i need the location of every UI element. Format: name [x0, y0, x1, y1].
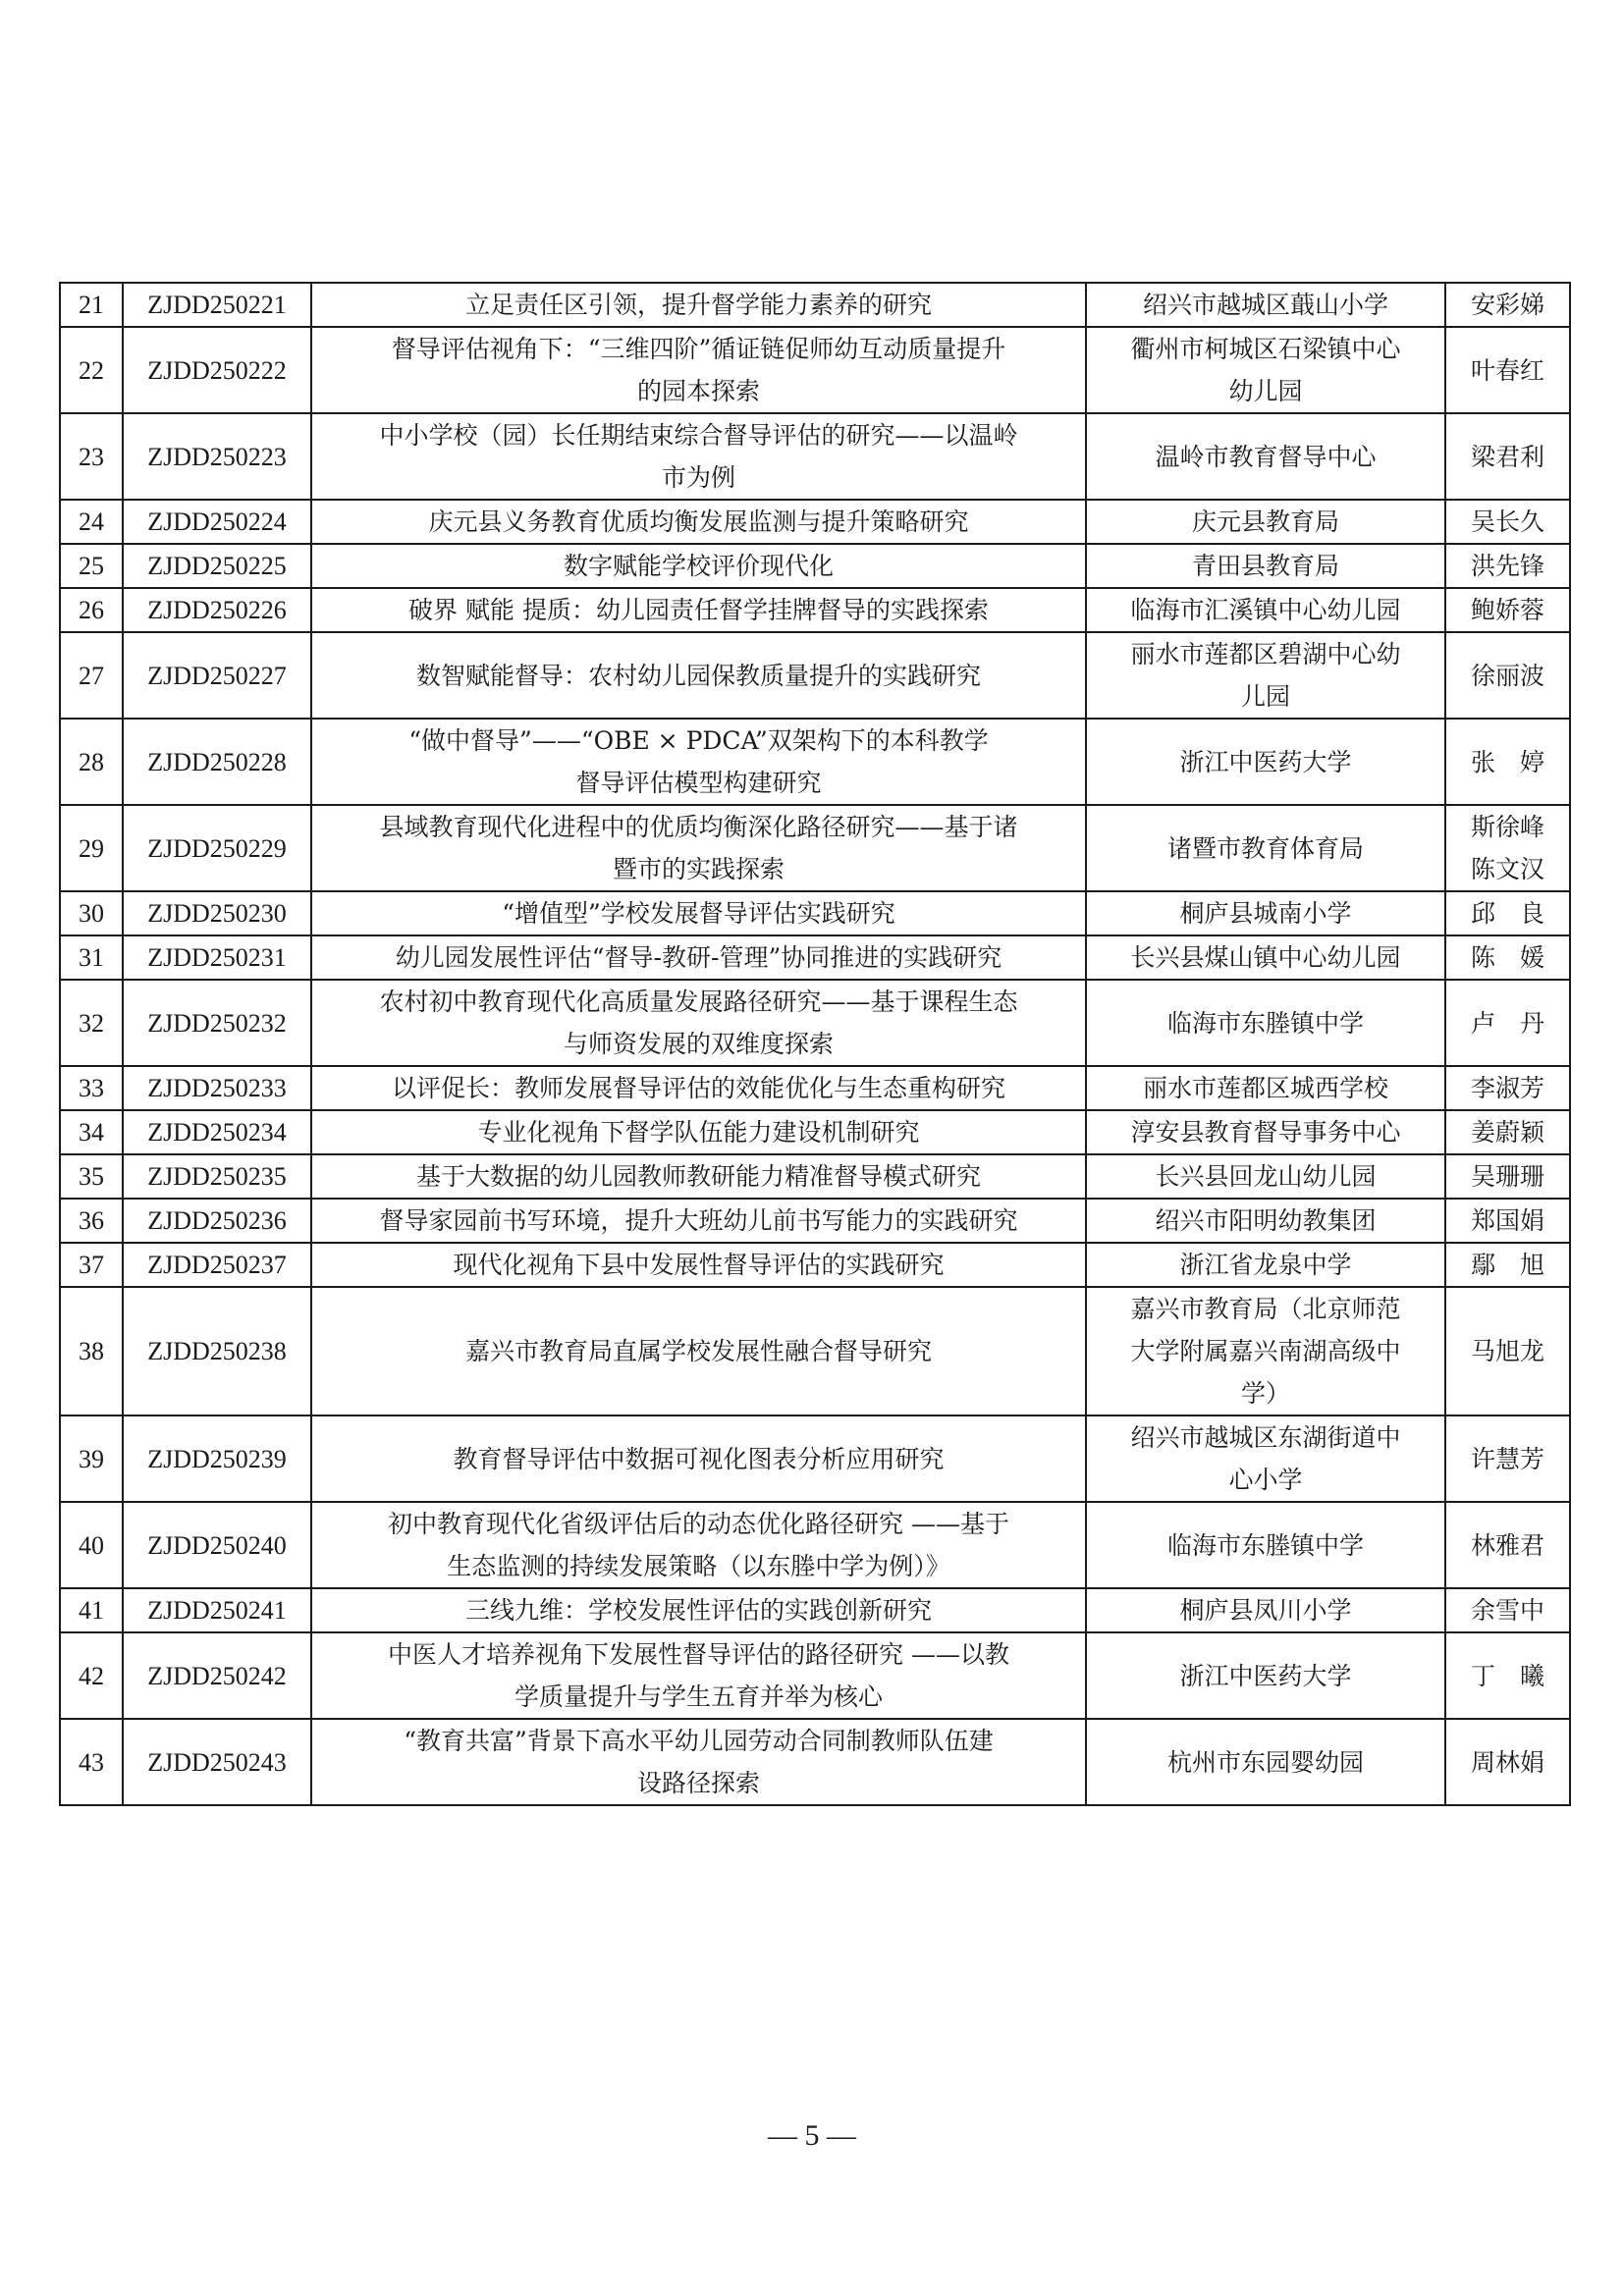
row-number-cell: 42 [60, 1632, 123, 1719]
person-cell [1445, 544, 1570, 588]
person-cell [1445, 980, 1570, 1066]
unit-cell [1086, 1719, 1445, 1805]
row-number-cell: 32 [60, 980, 123, 1066]
unit-line: 学） [1240, 1379, 1290, 1408]
project-code-cell: ZJDD250227 [123, 632, 311, 719]
table-row [60, 1243, 1570, 1287]
unit-cell [1086, 1066, 1445, 1110]
project-title-cell [311, 327, 1086, 413]
unit-line: 诸暨市教育体育局 [1166, 833, 1364, 863]
person-line: 卢 丹 [1470, 1008, 1544, 1038]
unit-line: 青田县教育局 [1191, 552, 1339, 580]
project-title-cell [311, 980, 1086, 1066]
project-code-cell: ZJDD250221 [123, 283, 311, 327]
project-title-line: 教育督导评估中数据可视化图表分析应用研究 [453, 1444, 945, 1473]
project-code-cell: ZJDD250240 [123, 1502, 311, 1588]
project-title-line: 基于大数据的幼儿园教师教研能力精准督导模式研究 [415, 1162, 981, 1191]
row-number-cell: 27 [60, 632, 123, 719]
unit-cell [1086, 1502, 1445, 1588]
project-code-cell: ZJDD250242 [123, 1632, 311, 1719]
table-row [60, 891, 1570, 935]
unit-cell [1086, 327, 1445, 413]
table-row [60, 500, 1570, 544]
project-title-line: 初中教育现代化省级评估后的动态优化路径研究 ——基于 [388, 1510, 1009, 1538]
person-line: 梁君利 [1470, 442, 1544, 471]
person-cell [1445, 588, 1570, 632]
project-title-line: 暨市的实践探索 [612, 855, 785, 883]
person-line: 余雪中 [1470, 1596, 1544, 1625]
project-title-line: 数智赋能督导：农村幼儿园保教质量提升的实践研究 [415, 661, 981, 690]
person-cell [1445, 891, 1570, 935]
row-number-cell: 25 [60, 544, 123, 588]
row-number-cell: 41 [60, 1588, 123, 1632]
project-title-line: 生态监测的持续发展策略（以东塍中学为例）》 [447, 1552, 950, 1580]
project-code-cell: ZJDD250236 [123, 1199, 311, 1243]
unit-line: 心小学 [1228, 1466, 1303, 1494]
table-row [60, 1632, 1570, 1719]
unit-line: 临海市东塍镇中学 [1166, 1008, 1364, 1038]
project-title-line: 中小学校（园）长任期结束综合督导评估的研究——以温岭 [379, 421, 1018, 450]
person-line: 鲍娇蓉 [1470, 596, 1544, 624]
unit-cell [1086, 935, 1445, 980]
unit-cell [1086, 980, 1445, 1066]
person-cell [1445, 935, 1570, 980]
project-code-cell: ZJDD250239 [123, 1415, 311, 1502]
unit-line: 大学附属嘉兴南湖高级中 [1130, 1337, 1401, 1365]
table-row [60, 935, 1570, 980]
row-number-cell: 30 [60, 891, 123, 935]
table-row [60, 805, 1570, 891]
project-code-cell: ZJDD250229 [123, 805, 311, 891]
unit-line: 丽水市莲都区城西学校 [1142, 1074, 1388, 1102]
person-cell [1445, 500, 1570, 544]
person-line: 洪先锋 [1470, 552, 1544, 580]
project-title-line: “教育共富”背景下高水平幼儿园劳动合同制教师队伍建 [404, 1727, 994, 1755]
project-title-line: 嘉兴市教育局直属学校发展性融合督导研究 [464, 1337, 932, 1365]
unit-cell [1086, 1243, 1445, 1287]
table-row [60, 544, 1570, 588]
unit-line: 衢州市柯城区石梁镇中心 [1130, 335, 1401, 363]
row-number-cell: 35 [60, 1154, 123, 1199]
project-title-line: 督导家园前书写环境，提升大班幼儿前书写能力的实践研究 [379, 1206, 1018, 1235]
project-title-cell [311, 1632, 1086, 1719]
project-title-cell [311, 1287, 1086, 1415]
person-cell [1445, 1588, 1570, 1632]
project-code-cell: ZJDD250235 [123, 1154, 311, 1199]
table-row [60, 588, 1570, 632]
row-number-cell: 31 [60, 935, 123, 980]
table-row [60, 1110, 1570, 1154]
person-line: 吴珊珊 [1470, 1162, 1544, 1191]
unit-line: 桐庐县城南小学 [1179, 899, 1352, 928]
project-code-cell: ZJDD250226 [123, 588, 311, 632]
unit-cell [1086, 1110, 1445, 1154]
project-code-cell: ZJDD250238 [123, 1287, 311, 1415]
project-title-line: 数字赋能学校评价现代化 [563, 552, 834, 580]
unit-cell [1086, 413, 1445, 500]
project-code-cell: ZJDD250231 [123, 935, 311, 980]
row-number-cell: 43 [60, 1719, 123, 1805]
unit-line: 儿园 [1240, 682, 1290, 711]
unit-line: 幼儿园 [1228, 377, 1303, 405]
unit-line: 绍兴市阳明幼教集团 [1155, 1206, 1377, 1235]
unit-line: 长兴县煤山镇中心幼儿园 [1130, 943, 1401, 972]
person-cell [1445, 1199, 1570, 1243]
table-row [60, 283, 1570, 327]
project-title-line: 与师资发展的双维度探索 [563, 1030, 834, 1058]
unit-cell [1086, 1415, 1445, 1502]
project-code-cell: ZJDD250241 [123, 1588, 311, 1632]
person-line: 许慧芳 [1470, 1444, 1544, 1473]
project-title-cell [311, 935, 1086, 980]
project-title-line: 县域教育现代化进程中的优质均衡深化路径研究——基于诸 [379, 813, 1018, 841]
page-number: — 5 — [768, 2119, 856, 2152]
table-row [60, 327, 1570, 413]
unit-line: 淳安县教育督导事务中心 [1130, 1118, 1401, 1147]
project-title-line: 幼儿园发展性评估“督导-教研-管理”协同推进的实践研究 [395, 943, 1002, 972]
row-number-cell: 21 [60, 283, 123, 327]
project-title-line: “增值型”学校发展督导评估实践研究 [502, 899, 895, 928]
row-number-cell: 22 [60, 327, 123, 413]
unit-line: 临海市汇溪镇中心幼儿园 [1130, 596, 1401, 624]
project-code-cell: ZJDD250233 [123, 1066, 311, 1110]
person-line: 邱 良 [1470, 899, 1544, 928]
project-title-line: 农村初中教育现代化高质量发展路径研究——基于课程生态 [379, 988, 1018, 1016]
project-title-line: 立足责任区引领，提升督学能力素养的研究 [464, 291, 932, 319]
person-line: 马旭龙 [1470, 1337, 1544, 1365]
person-cell [1445, 413, 1570, 500]
unit-cell [1086, 588, 1445, 632]
project-title-cell [311, 805, 1086, 891]
project-title-cell [311, 588, 1086, 632]
person-cell [1445, 1632, 1570, 1719]
row-number-cell: 33 [60, 1066, 123, 1110]
person-cell [1445, 632, 1570, 719]
unit-cell [1086, 891, 1445, 935]
person-line: 吴长久 [1470, 507, 1544, 536]
person-line: 陈文汉 [1470, 855, 1544, 883]
row-number-cell: 36 [60, 1199, 123, 1243]
project-title-cell [311, 632, 1086, 719]
unit-line: 绍兴市越城区蕺山小学 [1142, 291, 1388, 319]
project-title-line: 督导评估模型构建研究 [575, 769, 822, 797]
project-title-cell [311, 1154, 1086, 1199]
row-number-cell: 40 [60, 1502, 123, 1588]
project-title-cell [311, 719, 1086, 805]
person-line: 姜蔚颖 [1470, 1118, 1544, 1147]
person-line: 周林娟 [1470, 1747, 1544, 1777]
row-number-cell: 23 [60, 413, 123, 500]
project-title-line: 现代化视角下县中发展性督导评估的实践研究 [453, 1251, 945, 1279]
table-row [60, 980, 1570, 1066]
project-title-line: 设路径探索 [636, 1769, 760, 1797]
unit-cell [1086, 544, 1445, 588]
person-cell [1445, 1719, 1570, 1805]
unit-cell [1086, 805, 1445, 891]
project-title-cell [311, 1502, 1086, 1588]
row-number-cell: 38 [60, 1287, 123, 1415]
project-title-line: 三线九维：学校发展性评估的实践创新研究 [464, 1596, 932, 1625]
unit-cell [1086, 1154, 1445, 1199]
project-title-cell [311, 1066, 1086, 1110]
person-line: 鄢 旭 [1470, 1251, 1544, 1279]
unit-line: 庆元县教育局 [1191, 507, 1339, 536]
table-row [60, 1719, 1570, 1805]
unit-line: 温岭市教育督导中心 [1155, 442, 1377, 471]
unit-cell [1086, 283, 1445, 327]
person-cell [1445, 719, 1570, 805]
unit-line: 嘉兴市教育局（北京师范 [1130, 1295, 1401, 1323]
person-line: 郑国娟 [1470, 1206, 1544, 1235]
project-code-cell: ZJDD250222 [123, 327, 311, 413]
project-title-cell [311, 1588, 1086, 1632]
person-cell [1445, 1066, 1570, 1110]
table-body [60, 283, 1570, 1805]
person-line: 李淑芳 [1470, 1074, 1544, 1102]
unit-cell [1086, 1588, 1445, 1632]
unit-line: 丽水市莲都区碧湖中心幼 [1130, 640, 1401, 668]
project-code-cell: ZJDD250224 [123, 500, 311, 544]
table-row [60, 719, 1570, 805]
project-title-cell [311, 1719, 1086, 1805]
person-cell [1445, 805, 1570, 891]
person-line: 林雅君 [1470, 1530, 1544, 1560]
project-code-cell: ZJDD250230 [123, 891, 311, 935]
unit-line: 桐庐县凤川小学 [1179, 1596, 1352, 1625]
project-title-cell [311, 1110, 1086, 1154]
project-title-line: 中医人才培养视角下发展性督导评估的路径研究 ——以教 [388, 1640, 1009, 1669]
unit-line: 临海市东塍镇中学 [1166, 1530, 1364, 1560]
unit-cell [1086, 719, 1445, 805]
person-cell [1445, 1154, 1570, 1199]
person-cell [1445, 1287, 1570, 1415]
unit-cell [1086, 632, 1445, 719]
person-cell [1445, 327, 1570, 413]
person-line: 斯徐峰 [1470, 813, 1544, 841]
project-title-cell [311, 283, 1086, 327]
unit-cell [1086, 500, 1445, 544]
person-line: 丁 曦 [1470, 1661, 1544, 1690]
project-code-cell: ZJDD250234 [123, 1110, 311, 1154]
unit-line: 浙江省龙泉中学 [1179, 1251, 1352, 1279]
table-row [60, 1588, 1570, 1632]
project-list-table [59, 282, 1571, 1806]
row-number-cell: 29 [60, 805, 123, 891]
unit-line: 浙江中医药大学 [1179, 747, 1352, 776]
project-title-line: 破界 赋能 提质：幼儿园责任督学挂牌督导的实践探索 [408, 596, 989, 624]
row-number-cell: 39 [60, 1415, 123, 1502]
unit-cell [1086, 1287, 1445, 1415]
project-code-cell: ZJDD250228 [123, 719, 311, 805]
project-title-line: 督导评估视角下：“三维四阶”循证链促师幼互动质量提升 [391, 335, 1006, 363]
project-code-cell: ZJDD250232 [123, 980, 311, 1066]
person-line: 安彩娣 [1470, 291, 1544, 319]
person-cell [1445, 283, 1570, 327]
person-line: 陈 媛 [1470, 943, 1544, 972]
table-row [60, 413, 1570, 500]
unit-line: 杭州市东园婴幼园 [1166, 1747, 1364, 1777]
person-line: 叶春红 [1470, 355, 1544, 385]
person-cell [1445, 1502, 1570, 1588]
table-row [60, 1199, 1570, 1243]
project-title-line: “做中督导”——“OBE × PDCA”双架构下的本科教学 [408, 726, 989, 755]
person-cell [1445, 1243, 1570, 1287]
project-title-line: 市为例 [661, 463, 735, 492]
table-row [60, 1066, 1570, 1110]
project-title-cell [311, 544, 1086, 588]
project-title-cell [311, 500, 1086, 544]
person-cell [1445, 1110, 1570, 1154]
row-number-cell: 24 [60, 500, 123, 544]
unit-cell [1086, 1199, 1445, 1243]
unit-line: 浙江中医药大学 [1179, 1661, 1352, 1690]
project-title-line: 庆元县义务教育优质均衡发展监测与提升策略研究 [428, 507, 969, 536]
table-row [60, 1502, 1570, 1588]
table-row [60, 632, 1570, 719]
project-title-line: 以评促长：教师发展督导评估的效能优化与生态重构研究 [391, 1074, 1005, 1102]
row-number-cell: 28 [60, 719, 123, 805]
person-line: 徐丽波 [1470, 661, 1544, 690]
project-title-cell [311, 413, 1086, 500]
project-title-cell [311, 1415, 1086, 1502]
project-title-cell [311, 1243, 1086, 1287]
project-title-line: 的园本探索 [636, 377, 760, 405]
project-code-cell: ZJDD250243 [123, 1719, 311, 1805]
project-title-cell [311, 1199, 1086, 1243]
project-code-cell: ZJDD250223 [123, 413, 311, 500]
person-line: 张 婷 [1470, 747, 1544, 776]
table-row [60, 1287, 1570, 1415]
row-number-cell: 34 [60, 1110, 123, 1154]
project-title-line: 专业化视角下督学队伍能力建设机制研究 [477, 1118, 920, 1147]
table-row [60, 1154, 1570, 1199]
unit-line: 绍兴市越城区东湖街道中 [1130, 1423, 1401, 1452]
project-title-line: 学质量提升与学生五育并举为核心 [514, 1682, 883, 1711]
project-title-cell [311, 891, 1086, 935]
unit-cell [1086, 1632, 1445, 1719]
person-cell [1445, 1415, 1570, 1502]
row-number-cell: 26 [60, 588, 123, 632]
project-code-cell: ZJDD250237 [123, 1243, 311, 1287]
row-number-cell: 37 [60, 1243, 123, 1287]
unit-line: 长兴县回龙山幼儿园 [1155, 1162, 1377, 1191]
table-row [60, 1415, 1570, 1502]
project-code-cell: ZJDD250225 [123, 544, 311, 588]
